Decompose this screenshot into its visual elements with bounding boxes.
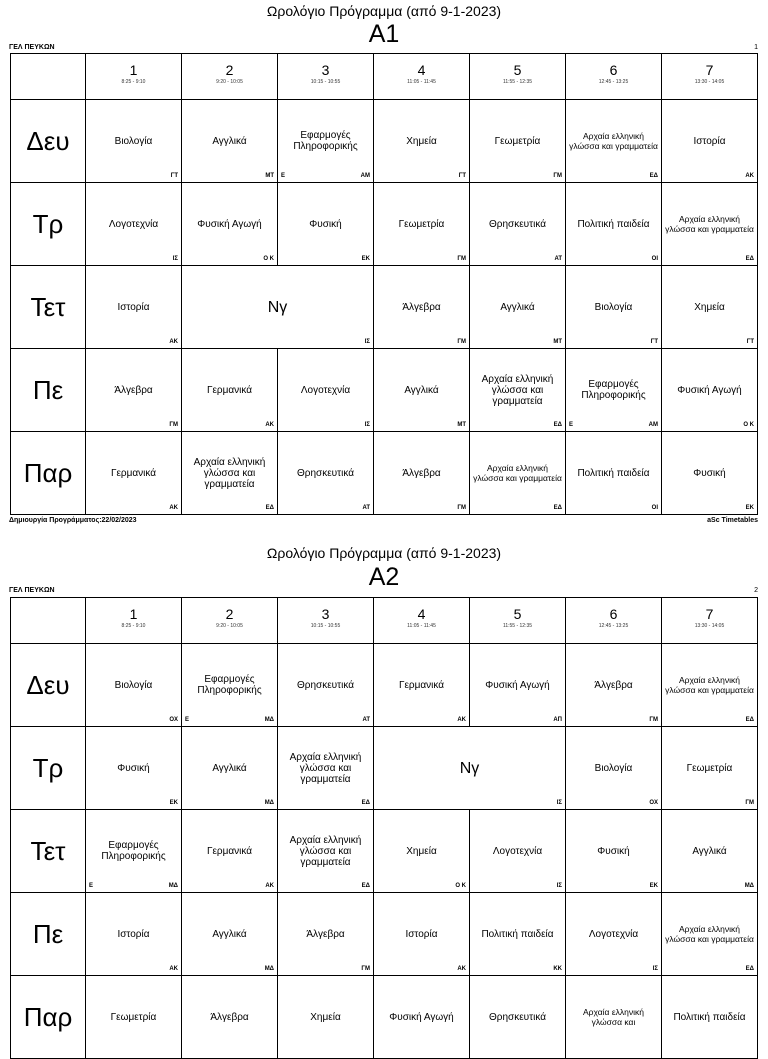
lesson-cell [662, 644, 758, 727]
period-time: 11:55 - 12:35 [502, 623, 533, 629]
teacher-code: ΜΔ [264, 800, 274, 806]
lesson-cell [278, 432, 374, 515]
teacher-code: ΕΚ [649, 883, 658, 889]
subject-name: Ιστορία [117, 301, 150, 313]
day-label: Πε [11, 893, 86, 976]
subject-name: Γεωμετρία [494, 135, 541, 147]
timetable-grid [10, 53, 758, 515]
period-header [374, 54, 470, 100]
lesson-cell [86, 432, 182, 515]
teacher-code: ΓΤ [170, 173, 178, 179]
lesson-cell [566, 893, 662, 976]
teacher-code: ΓΜ [649, 717, 658, 723]
subject-name: Άλγεβρα [210, 1011, 249, 1023]
lesson-cell [182, 644, 278, 727]
school-name: ΓΕΛ ΠΕΥΚΩΝ [9, 44, 55, 51]
lesson-cell [662, 810, 758, 893]
lesson-cell [662, 266, 758, 349]
lesson-cell [182, 349, 278, 432]
period-header-row [11, 598, 758, 644]
period-time: 13:30 - 14:05 [694, 79, 725, 85]
period-header [86, 54, 182, 100]
lesson-cell [374, 266, 470, 349]
teacher-code: ΟΙ [651, 505, 658, 511]
group-code: Ε [89, 883, 94, 889]
subject-name: Άλγεβρα [402, 467, 441, 479]
subject-name: Βιολογία [594, 301, 633, 313]
teacher-code: ΕΔ [745, 256, 754, 262]
teacher-code: ΑΚ [457, 966, 466, 972]
creation-date: Δημιουργία Προγράμματος:22/02/2023 [9, 517, 137, 524]
period-time: 9:20 - 10:05 [216, 79, 243, 85]
generator-credit: aSc Timetables [707, 517, 758, 524]
teacher-code: ΓΜ [745, 800, 754, 806]
period-number: 4 [417, 62, 426, 78]
lesson-cell [374, 183, 470, 266]
subject-name: Αρχαία ελληνική γλώσσα και γραμματεία [665, 675, 754, 695]
teacher-code: ΙΣ [556, 800, 562, 806]
teacher-code: ΙΣ [172, 256, 178, 262]
subject-name: Πολιτική παιδεία [673, 1011, 746, 1023]
subject-name: Λογοτεχνία [588, 928, 639, 940]
subject-name: Χημεία [406, 135, 437, 147]
period-header [374, 598, 470, 644]
teacher-code: ΑΚ [265, 422, 274, 428]
period-number: 2 [225, 62, 234, 78]
sheet-subtitle: Ωρολόγιο Πρόγραμμα (από 9-1-2023) [266, 545, 502, 561]
lesson-cell [374, 432, 470, 515]
period-header [86, 598, 182, 644]
period-number: 3 [321, 606, 330, 622]
lesson-cell [86, 644, 182, 727]
teacher-code: ΙΣ [364, 422, 370, 428]
lesson-cell [662, 976, 758, 1059]
class-name: Α1 [368, 20, 400, 48]
lesson-cell [470, 976, 566, 1059]
lesson-cell [374, 727, 566, 810]
lesson-cell [374, 644, 470, 727]
period-number: 5 [513, 606, 522, 622]
day-row [11, 100, 758, 183]
teacher-code: ΑΠ [553, 717, 562, 723]
teacher-code: ΑΤ [362, 717, 370, 723]
period-header [662, 54, 758, 100]
lesson-cell [470, 183, 566, 266]
teacher-code: Ο Κ [263, 256, 274, 262]
subject-name: Αρχαία ελληνική γλώσσα και γραμματεία [665, 214, 754, 234]
period-time: 11:05 - 11:45 [407, 79, 436, 85]
teacher-code: ΑΜ [360, 173, 370, 179]
subject-name: Χημεία [694, 301, 725, 313]
teacher-code: ΓΤ [746, 339, 754, 345]
subject-name: Άλγεβρα [402, 301, 441, 313]
lesson-cell [182, 432, 278, 515]
day-label: Δευ [11, 644, 86, 727]
subject-name: Βιολογία [594, 762, 633, 774]
lesson-cell [374, 810, 470, 893]
lesson-cell [86, 100, 182, 183]
day-row [11, 893, 758, 976]
lesson-cell [470, 349, 566, 432]
lesson-cell [566, 100, 662, 183]
day-row [11, 727, 758, 810]
period-number: 1 [129, 62, 138, 78]
teacher-code: ΓΜ [169, 422, 178, 428]
subject-name: Ιστορία [693, 135, 726, 147]
subject-name: Νγ [267, 298, 288, 316]
lesson-cell [182, 100, 278, 183]
lesson-cell [278, 100, 374, 183]
teacher-code: ΕΔ [361, 883, 370, 889]
teacher-code: ΑΤ [554, 256, 562, 262]
teacher-code: ΜΤ [553, 339, 562, 345]
lesson-cell [662, 100, 758, 183]
subject-name: Πολιτική παιδεία [481, 928, 554, 940]
lesson-cell [374, 100, 470, 183]
subject-name: Αρχαία ελληνική γλώσσα και γραμματεία [193, 456, 266, 490]
teacher-code: ΓΤ [458, 173, 466, 179]
teacher-code: ΑΚ [265, 883, 274, 889]
subject-name: Λογοτεχνία [300, 384, 351, 396]
subject-name: Γερμανικά [110, 467, 157, 479]
lesson-cell [662, 183, 758, 266]
period-number: 7 [705, 62, 714, 78]
lesson-cell [566, 644, 662, 727]
period-time: 8:25 - 9:10 [121, 623, 146, 629]
subject-name: Αγγλικά [500, 301, 535, 313]
lesson-cell [566, 349, 662, 432]
period-number: 6 [609, 62, 618, 78]
subject-name: Θρησκευτικά [297, 467, 354, 479]
teacher-code: ΕΔ [649, 173, 658, 179]
teacher-code: ΑΤ [362, 505, 370, 511]
period-header-row [11, 54, 758, 100]
period-time: 10:15 - 10:55 [310, 623, 341, 629]
subject-name: Φυσική Αγωγή [389, 1011, 454, 1023]
lesson-cell [86, 810, 182, 893]
subject-name: Θρησκευτικά [489, 218, 546, 230]
subject-name: Αρχαία ελληνική γλώσσα και γραμματεία [473, 463, 562, 483]
period-header [182, 598, 278, 644]
teacher-code: ΕΔ [553, 422, 562, 428]
subject-name: Φυσική Αγωγή [485, 679, 550, 691]
teacher-code: ΕΚ [169, 800, 178, 806]
teacher-code: ΑΚ [169, 339, 178, 345]
day-row [11, 349, 758, 432]
lesson-cell [182, 893, 278, 976]
subject-name: Φυσική Αγωγή [197, 218, 262, 230]
subject-name: Εφαρμογές Πληροφορικής [101, 840, 166, 862]
subject-name: Φυσική [309, 218, 342, 230]
subject-name: Αρχαία ελληνική γλώσσα και γραμματεία [569, 131, 658, 151]
corner-cell [11, 598, 86, 644]
teacher-code: ΑΚ [169, 966, 178, 972]
period-number: 3 [321, 62, 330, 78]
subject-name: Γερμανικά [398, 679, 445, 691]
teacher-code: ΑΚ [169, 505, 178, 511]
period-header [278, 598, 374, 644]
subject-name: Άλγεβρα [594, 679, 633, 691]
subject-name: Άλγεβρα [306, 928, 345, 940]
teacher-code: ΑΜ [648, 422, 658, 428]
subject-name: Άλγεβρα [114, 384, 153, 396]
lesson-cell [278, 976, 374, 1059]
teacher-code: ΑΚ [457, 717, 466, 723]
teacher-code: ΑΚ [745, 173, 754, 179]
lesson-cell [662, 432, 758, 515]
subject-name: Ιστορία [117, 928, 150, 940]
teacher-code: ΚΚ [553, 966, 562, 972]
period-time: 8:25 - 9:10 [121, 79, 146, 85]
teacher-code: ΕΚ [361, 256, 370, 262]
class-name: Α2 [368, 563, 400, 591]
teacher-code: ΕΔ [745, 966, 754, 972]
subject-name: Αρχαία ελληνική γλώσσα και γραμματεία [481, 373, 554, 407]
period-number: 1 [129, 606, 138, 622]
teacher-code: ΕΔ [361, 800, 370, 806]
teacher-code: ΜΔ [744, 883, 754, 889]
subject-name: Πολιτική παιδεία [577, 218, 650, 230]
period-time: 13:30 - 14:05 [694, 623, 725, 629]
lesson-cell [182, 727, 278, 810]
lesson-cell [86, 349, 182, 432]
lesson-cell [278, 644, 374, 727]
period-number: 2 [225, 606, 234, 622]
lesson-cell [470, 432, 566, 515]
subject-name: Βιολογία [114, 135, 153, 147]
lesson-cell [470, 810, 566, 893]
subject-name: Αγγλικά [212, 135, 247, 147]
teacher-code: ΜΔ [168, 883, 178, 889]
period-number: 4 [417, 606, 426, 622]
teacher-code: ΙΣ [556, 883, 562, 889]
subject-name: Αρχαία ελληνική γλώσσα και [583, 1007, 644, 1027]
lesson-cell [86, 183, 182, 266]
day-row [11, 976, 758, 1059]
teacher-code: ΜΔ [264, 717, 274, 723]
subject-name: Φυσική Αγωγή [677, 384, 742, 396]
sheet-subtitle: Ωρολόγιο Πρόγραμμα (από 9-1-2023) [266, 3, 502, 19]
lesson-cell [470, 893, 566, 976]
day-row [11, 266, 758, 349]
period-time: 12:45 - 13:25 [598, 623, 629, 629]
teacher-code: ΕΔ [745, 717, 754, 723]
day-label: Παρ [11, 432, 86, 515]
teacher-code: ΙΣ [652, 966, 658, 972]
day-row [11, 432, 758, 515]
subject-name: Θρησκευτικά [297, 679, 354, 691]
subject-name: Ιστορία [405, 928, 438, 940]
teacher-code: ΕΔ [553, 505, 562, 511]
lesson-cell [566, 810, 662, 893]
day-row [11, 183, 758, 266]
day-label: Παρ [11, 976, 86, 1059]
lesson-cell [374, 349, 470, 432]
group-code: Ε [569, 422, 574, 428]
subject-name: Γερμανικά [206, 845, 253, 857]
period-number: 6 [609, 606, 618, 622]
teacher-code: Ο Κ [455, 883, 466, 889]
lesson-cell [566, 266, 662, 349]
teacher-code: Ο Κ [743, 422, 754, 428]
lesson-cell [86, 893, 182, 976]
lesson-cell [278, 727, 374, 810]
period-header [470, 54, 566, 100]
subject-name: Αρχαία ελληνική γλώσσα και γραμματεία [289, 751, 362, 785]
lesson-cell [662, 893, 758, 976]
teacher-code: ΓΜ [553, 173, 562, 179]
subject-name: Πολιτική παιδεία [577, 467, 650, 479]
teacher-code: ΙΣ [364, 339, 370, 345]
day-row [11, 644, 758, 727]
subject-name: Γεωμετρία [398, 218, 445, 230]
period-time: 11:05 - 11:45 [407, 623, 436, 629]
lesson-cell [566, 432, 662, 515]
lesson-cell [662, 727, 758, 810]
lesson-cell [566, 183, 662, 266]
period-header [278, 54, 374, 100]
teacher-code: ΓΜ [457, 256, 466, 262]
teacher-code: ΜΤ [457, 422, 466, 428]
lesson-cell [278, 893, 374, 976]
subject-name: Εφαρμογές Πληροφορικής [197, 674, 262, 696]
lesson-cell [374, 893, 470, 976]
teacher-code: ΕΔ [265, 505, 274, 511]
period-time: 9:20 - 10:05 [216, 623, 243, 629]
day-label: Τρ [11, 727, 86, 810]
subject-name: Θρησκευτικά [489, 1011, 546, 1023]
period-number: 5 [513, 62, 522, 78]
school-name: ΓΕΛ ΠΕΥΚΩΝ [9, 587, 55, 594]
teacher-code: ΟΧ [169, 717, 178, 723]
subject-name: Λογοτεχνία [108, 218, 159, 230]
teacher-code: ΓΜ [457, 339, 466, 345]
subject-name: Εφαρμογές Πληροφορικής [293, 130, 358, 152]
teacher-code: ΟΙ [651, 256, 658, 262]
lesson-cell [566, 976, 662, 1059]
subject-name: Γερμανικά [206, 384, 253, 396]
period-time: 10:15 - 10:55 [310, 79, 341, 85]
group-code: Ε [281, 173, 286, 179]
period-header [182, 54, 278, 100]
day-label: Δευ [11, 100, 86, 183]
lesson-cell [182, 976, 278, 1059]
lesson-cell [182, 266, 374, 349]
period-time: 12:45 - 13:25 [598, 79, 629, 85]
page-number: 2 [754, 587, 758, 594]
day-label: Τρ [11, 183, 86, 266]
subject-name: Εφαρμογές Πληροφορικής [581, 379, 646, 401]
subject-name: Γεωμετρία [686, 762, 733, 774]
corner-cell [11, 54, 86, 100]
subject-name: Γεωμετρία [110, 1011, 157, 1023]
teacher-code: ΓΜ [457, 505, 466, 511]
period-number: 7 [705, 606, 714, 622]
teacher-code: ΜΔ [264, 966, 274, 972]
subject-name: Χημεία [406, 845, 437, 857]
lesson-cell [182, 810, 278, 893]
lesson-cell [470, 266, 566, 349]
period-header [662, 598, 758, 644]
subject-name: Φυσική [117, 762, 150, 774]
lesson-cell [374, 976, 470, 1059]
subject-name: Φυσική [597, 845, 630, 857]
day-label: Τετ [11, 810, 86, 893]
period-header [566, 54, 662, 100]
lesson-cell [566, 727, 662, 810]
timetable-grid [10, 597, 758, 1059]
lesson-cell [278, 183, 374, 266]
subject-name: Χημεία [310, 1011, 341, 1023]
day-label: Τετ [11, 266, 86, 349]
subject-name: Λογοτεχνία [492, 845, 543, 857]
subject-name: Αρχαία ελληνική γλώσσα και γραμματεία [665, 924, 754, 944]
subject-name: Αρχαία ελληνική γλώσσα και γραμματεία [289, 834, 362, 868]
teacher-code: ΕΚ [745, 505, 754, 511]
lesson-cell [470, 100, 566, 183]
teacher-code: ΜΤ [265, 173, 274, 179]
lesson-cell [662, 349, 758, 432]
subject-name: Αγγλικά [692, 845, 727, 857]
period-header [470, 598, 566, 644]
group-code: Ε [185, 717, 190, 723]
day-label: Πε [11, 349, 86, 432]
subject-name: Νγ [459, 759, 480, 777]
subject-name: Βιολογία [114, 679, 153, 691]
lesson-cell [278, 349, 374, 432]
page-number: 1 [754, 44, 758, 51]
lesson-cell [278, 810, 374, 893]
lesson-cell [86, 727, 182, 810]
lesson-cell [182, 183, 278, 266]
period-time: 11:55 - 12:35 [502, 79, 533, 85]
subject-name: Φυσική [693, 467, 726, 479]
lesson-cell [86, 976, 182, 1059]
lesson-cell [86, 266, 182, 349]
teacher-code: ΓΜ [361, 966, 370, 972]
lesson-cell [470, 644, 566, 727]
period-header [566, 598, 662, 644]
subject-name: Αγγλικά [212, 762, 247, 774]
day-row [11, 810, 758, 893]
teacher-code: ΟΧ [649, 800, 658, 806]
subject-name: Αγγλικά [212, 928, 247, 940]
teacher-code: ΓΤ [650, 339, 658, 345]
subject-name: Αγγλικά [404, 384, 439, 396]
